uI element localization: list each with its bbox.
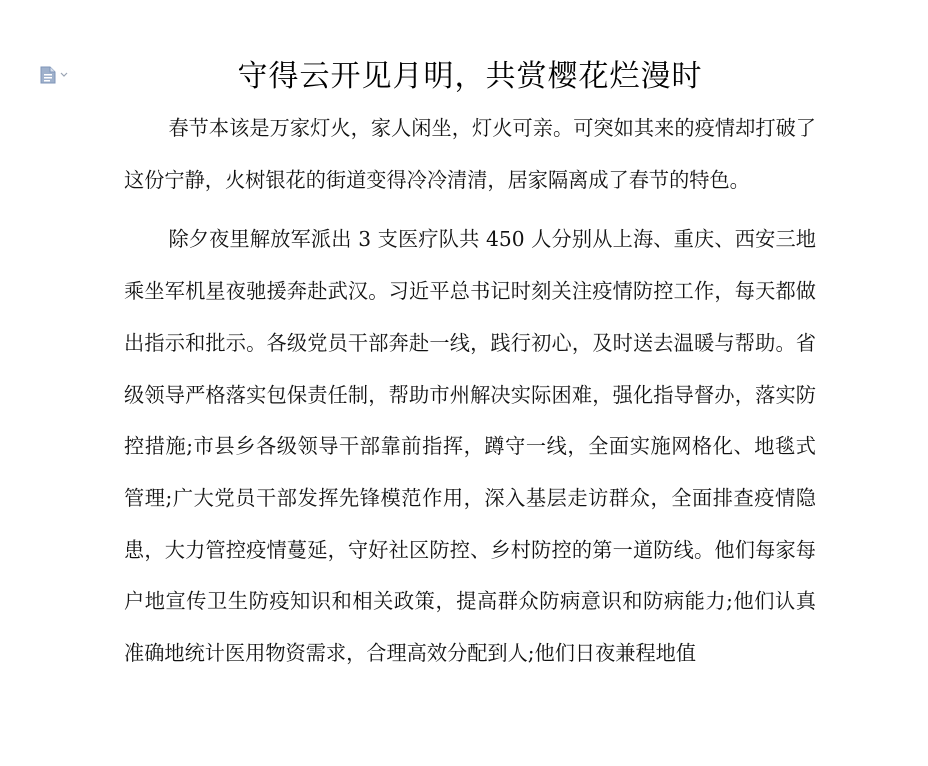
paragraph: 春节本该是万家灯火，家人闲坐，灯火可亲。可突如其来的疫情却打破了这份宁静，火树银花的街道变得冷冷清清，居家隔离成了春节的特色。 <box>124 116 816 192</box>
document-menu-button[interactable] <box>40 66 74 84</box>
paragraph: 除夕夜里解放军派出 3 支医疗队共 450 人分别从上海、重庆、西安三地乘坐军机星夜驰援奔赴武汉。习近平总书记时刻关注疫情防控工作，每天都做出指示和批示。各级党员干部奔赴一线，践行初心，及时送去温暖与帮助。省级领导严格落实包保责任制，帮助市州解决实际困难，强化指导督办，落实防控措施;市县乡各级领导干部靠前指挥，蹲守一线，全面实施网格化、地毯式管理;广大党员干部发挥先锋模范作用，深入基层走访群众，全面排查疫情隐患，大力管控疫情蔓延，守好社区防控、乡村防控的第一道防线。他们每家每户地宣传卫生防疫知识和相关政策，提高群众防病意识和防病能力;他们认真准确地统计医用物资需求，合理高效分配到人;他们日夜兼程地值 <box>124 227 816 666</box>
document-icon <box>40 66 56 84</box>
chevron-down-icon <box>60 72 68 78</box>
document-title: 守得云开见月明，共赏樱花烂漫时 <box>237 59 703 94</box>
document-page <box>124 52 816 680</box>
